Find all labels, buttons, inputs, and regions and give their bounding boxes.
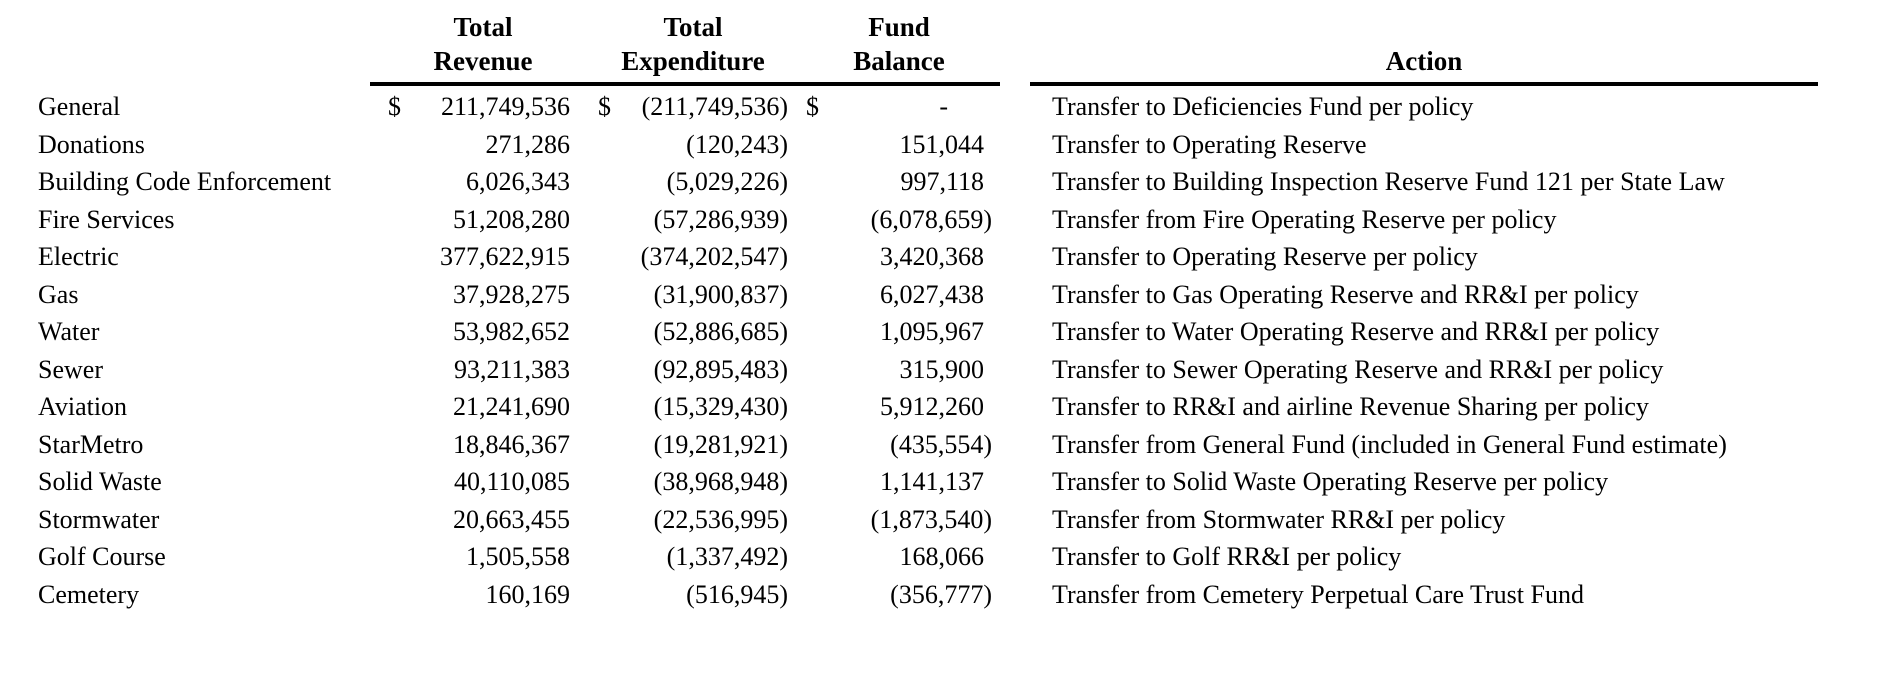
fund-name: Stormwater	[38, 504, 160, 534]
action-text: Transfer to Water Operating Reserve and RR&I per policy	[1052, 317, 1660, 346]
expenditure-currency-symbol: $	[598, 92, 611, 121]
revenue-value: 21,241,690	[453, 392, 570, 421]
expenditure-value: (19,281,921)	[653, 429, 788, 459]
table-row	[0, 576, 1891, 614]
fund-balance-cell	[806, 163, 992, 201]
table-row	[0, 276, 1891, 314]
header-rule-action-column	[1030, 82, 1818, 86]
action-text: Transfer to RR&I and airline Revenue Sharing per policy	[1052, 392, 1649, 421]
table-row	[0, 501, 1891, 539]
total-revenue-cell	[388, 576, 578, 614]
total-expenditure-cell	[598, 126, 788, 164]
fund-name: Donations	[38, 129, 145, 159]
column-header-total-expenditure-line2: Expenditure	[621, 46, 765, 76]
total-expenditure-cell	[598, 426, 788, 464]
column-header-fund-balance-line2: Balance	[853, 46, 945, 76]
total-expenditure-cell	[598, 201, 788, 239]
total-revenue-cell	[388, 163, 578, 201]
balance-value: 5,912,260	[880, 392, 984, 421]
fund-balance-cell	[806, 388, 992, 426]
action-text: Transfer from General Fund (included in General Fund estimate)	[1052, 429, 1727, 459]
expenditure-value: (92,895,483)	[653, 354, 788, 384]
table-row	[0, 238, 1891, 276]
column-header-total-revenue-line2: Revenue	[433, 46, 533, 76]
balance-value: (435,554)	[890, 429, 992, 459]
total-expenditure-cell	[598, 463, 788, 501]
revenue-value: 1,505,558	[466, 542, 570, 571]
table-row	[0, 126, 1891, 164]
fund-balance-cell	[806, 201, 992, 239]
balance-value: 315,900	[899, 354, 984, 384]
expenditure-value: (1,337,492)	[666, 542, 788, 571]
column-header-total-revenue	[388, 10, 578, 78]
column-header-total-expenditure	[598, 10, 788, 78]
total-expenditure-cell	[598, 163, 788, 201]
revenue-value: 211,749,536	[440, 92, 570, 121]
column-header-total-expenditure-line1: Total	[663, 12, 723, 42]
balance-value: 997,118	[900, 167, 984, 196]
fund-balance-cell	[806, 501, 992, 539]
action-text: Transfer from Cemetery Perpetual Care Trust Fund	[1052, 579, 1584, 609]
expenditure-value: (57,286,939)	[653, 204, 788, 234]
table-row	[0, 163, 1891, 201]
balance-value: 151,044	[899, 129, 984, 159]
revenue-value: 160,169	[485, 579, 570, 609]
expenditure-value: (211,749,536)	[641, 92, 788, 121]
total-expenditure-cell	[598, 351, 788, 389]
fund-name: Fire Services	[38, 204, 175, 234]
total-expenditure-cell	[598, 388, 788, 426]
balance-value: 3,420,368	[880, 242, 984, 271]
total-expenditure-cell	[598, 501, 788, 539]
total-revenue-cell	[388, 201, 578, 239]
header-rule-amount-columns	[370, 82, 1000, 86]
revenue-value: 40,110,085	[453, 467, 570, 496]
column-header-action: Action	[1385, 46, 1463, 76]
fund-name: Solid Waste	[38, 467, 162, 496]
fund-balance-cell	[806, 238, 992, 276]
total-expenditure-cell	[598, 313, 788, 351]
fund-name: Aviation	[38, 392, 128, 421]
action-text: Transfer to Sewer Operating Reserve and RR&I per policy	[1052, 354, 1664, 384]
total-expenditure-cell	[598, 238, 788, 276]
fund-name: Building Code Enforcement	[38, 167, 332, 196]
total-expenditure-cell	[598, 276, 788, 314]
fund-balance-cell	[806, 88, 992, 126]
fund-name: Sewer	[38, 354, 103, 384]
fund-balance-cell	[806, 313, 992, 351]
expenditure-value: (52,886,685)	[653, 317, 788, 346]
action-text: Transfer from Fire Operating Reserve per policy	[1052, 204, 1557, 234]
balance-value: 1,141,137	[880, 467, 984, 496]
total-revenue-cell	[388, 238, 578, 276]
action-text: Transfer to Deficiencies Fund per policy	[1052, 92, 1474, 121]
balance-value: (6,078,659)	[870, 204, 992, 234]
table-row	[0, 313, 1891, 351]
table-row	[0, 351, 1891, 389]
fund-name: Water	[38, 317, 100, 346]
total-revenue-cell	[388, 88, 578, 126]
total-revenue-cell	[388, 501, 578, 539]
table-row	[0, 463, 1891, 501]
action-text: Transfer to Building Inspection Reserve Fund 121 per State Law	[1052, 167, 1725, 196]
action-text: Transfer to Golf RR&I per policy	[1052, 542, 1402, 571]
expenditure-value: (120,243)	[686, 129, 788, 159]
total-expenditure-cell	[598, 576, 788, 614]
fund-balance-cell	[806, 463, 992, 501]
fund-name: Golf Course	[38, 542, 166, 571]
revenue-value: 20,663,455	[453, 504, 570, 534]
table-body	[0, 88, 1891, 613]
revenue-value: 271,286	[485, 129, 570, 159]
revenue-value: 51,208,280	[453, 204, 570, 234]
balance-value: -	[939, 92, 948, 121]
balance-value: 168,066	[899, 542, 984, 571]
table-row	[0, 201, 1891, 239]
fund-balance-cell	[806, 351, 992, 389]
expenditure-value: (516,945)	[686, 579, 788, 609]
balance-value: (356,777)	[890, 579, 992, 609]
fund-balance-cell	[806, 276, 992, 314]
total-revenue-cell	[388, 538, 578, 576]
expenditure-value: (22,536,995)	[653, 504, 788, 534]
balance-value: 1,095,967	[880, 317, 984, 346]
fund-balance-cell	[806, 426, 992, 464]
action-text: Transfer from Stormwater RR&I per policy	[1052, 504, 1506, 534]
revenue-value: 6,026,343	[466, 167, 570, 196]
expenditure-value: (5,029,226)	[666, 167, 788, 196]
revenue-value: 93,211,383	[453, 354, 570, 384]
action-text: Transfer to Operating Reserve	[1052, 129, 1367, 159]
table-row	[0, 388, 1891, 426]
column-header-fund-balance	[806, 10, 992, 78]
expenditure-value: (15,329,430)	[653, 392, 788, 421]
action-text: Transfer to Gas Operating Reserve and RR&I per policy	[1052, 279, 1639, 309]
fund-balance-cell	[806, 126, 992, 164]
total-revenue-cell	[388, 388, 578, 426]
balance-value: 6,027,438	[880, 279, 984, 309]
expenditure-value: (31,900,837)	[653, 279, 788, 309]
table-row	[0, 538, 1891, 576]
total-revenue-cell	[388, 426, 578, 464]
balance-value: (1,873,540)	[870, 504, 992, 534]
table-row	[0, 426, 1891, 464]
balance-currency-symbol: $	[806, 92, 819, 121]
column-header-total-revenue-line1: Total	[453, 12, 513, 42]
total-revenue-cell	[388, 463, 578, 501]
expenditure-value: (38,968,948)	[653, 467, 788, 496]
action-text: Transfer to Operating Reserve per policy	[1052, 242, 1478, 271]
column-header-fund-balance-line1: Fund	[868, 12, 930, 42]
revenue-value: 377,622,915	[440, 242, 570, 271]
total-revenue-cell	[388, 276, 578, 314]
fund-name: Gas	[38, 279, 79, 309]
total-revenue-cell	[388, 126, 578, 164]
revenue-value: 18,846,367	[453, 429, 570, 459]
fund-balance-cell	[806, 538, 992, 576]
total-revenue-cell	[388, 313, 578, 351]
revenue-value: 53,982,652	[453, 317, 570, 346]
table-row	[0, 88, 1891, 126]
revenue-value: 37,928,275	[453, 279, 570, 309]
action-text: Transfer to Solid Waste Operating Reserve per policy	[1052, 467, 1609, 496]
fund-name: General	[38, 92, 121, 121]
fund-name: StarMetro	[38, 429, 144, 459]
fund-name: Electric	[38, 242, 119, 271]
revenue-currency-symbol: $	[388, 92, 401, 121]
fund-balance-cell	[806, 576, 992, 614]
total-revenue-cell	[388, 351, 578, 389]
total-expenditure-cell	[598, 538, 788, 576]
expenditure-value: (374,202,547)	[640, 242, 788, 271]
fund-name: Cemetery	[38, 579, 140, 609]
total-expenditure-cell	[598, 88, 788, 126]
